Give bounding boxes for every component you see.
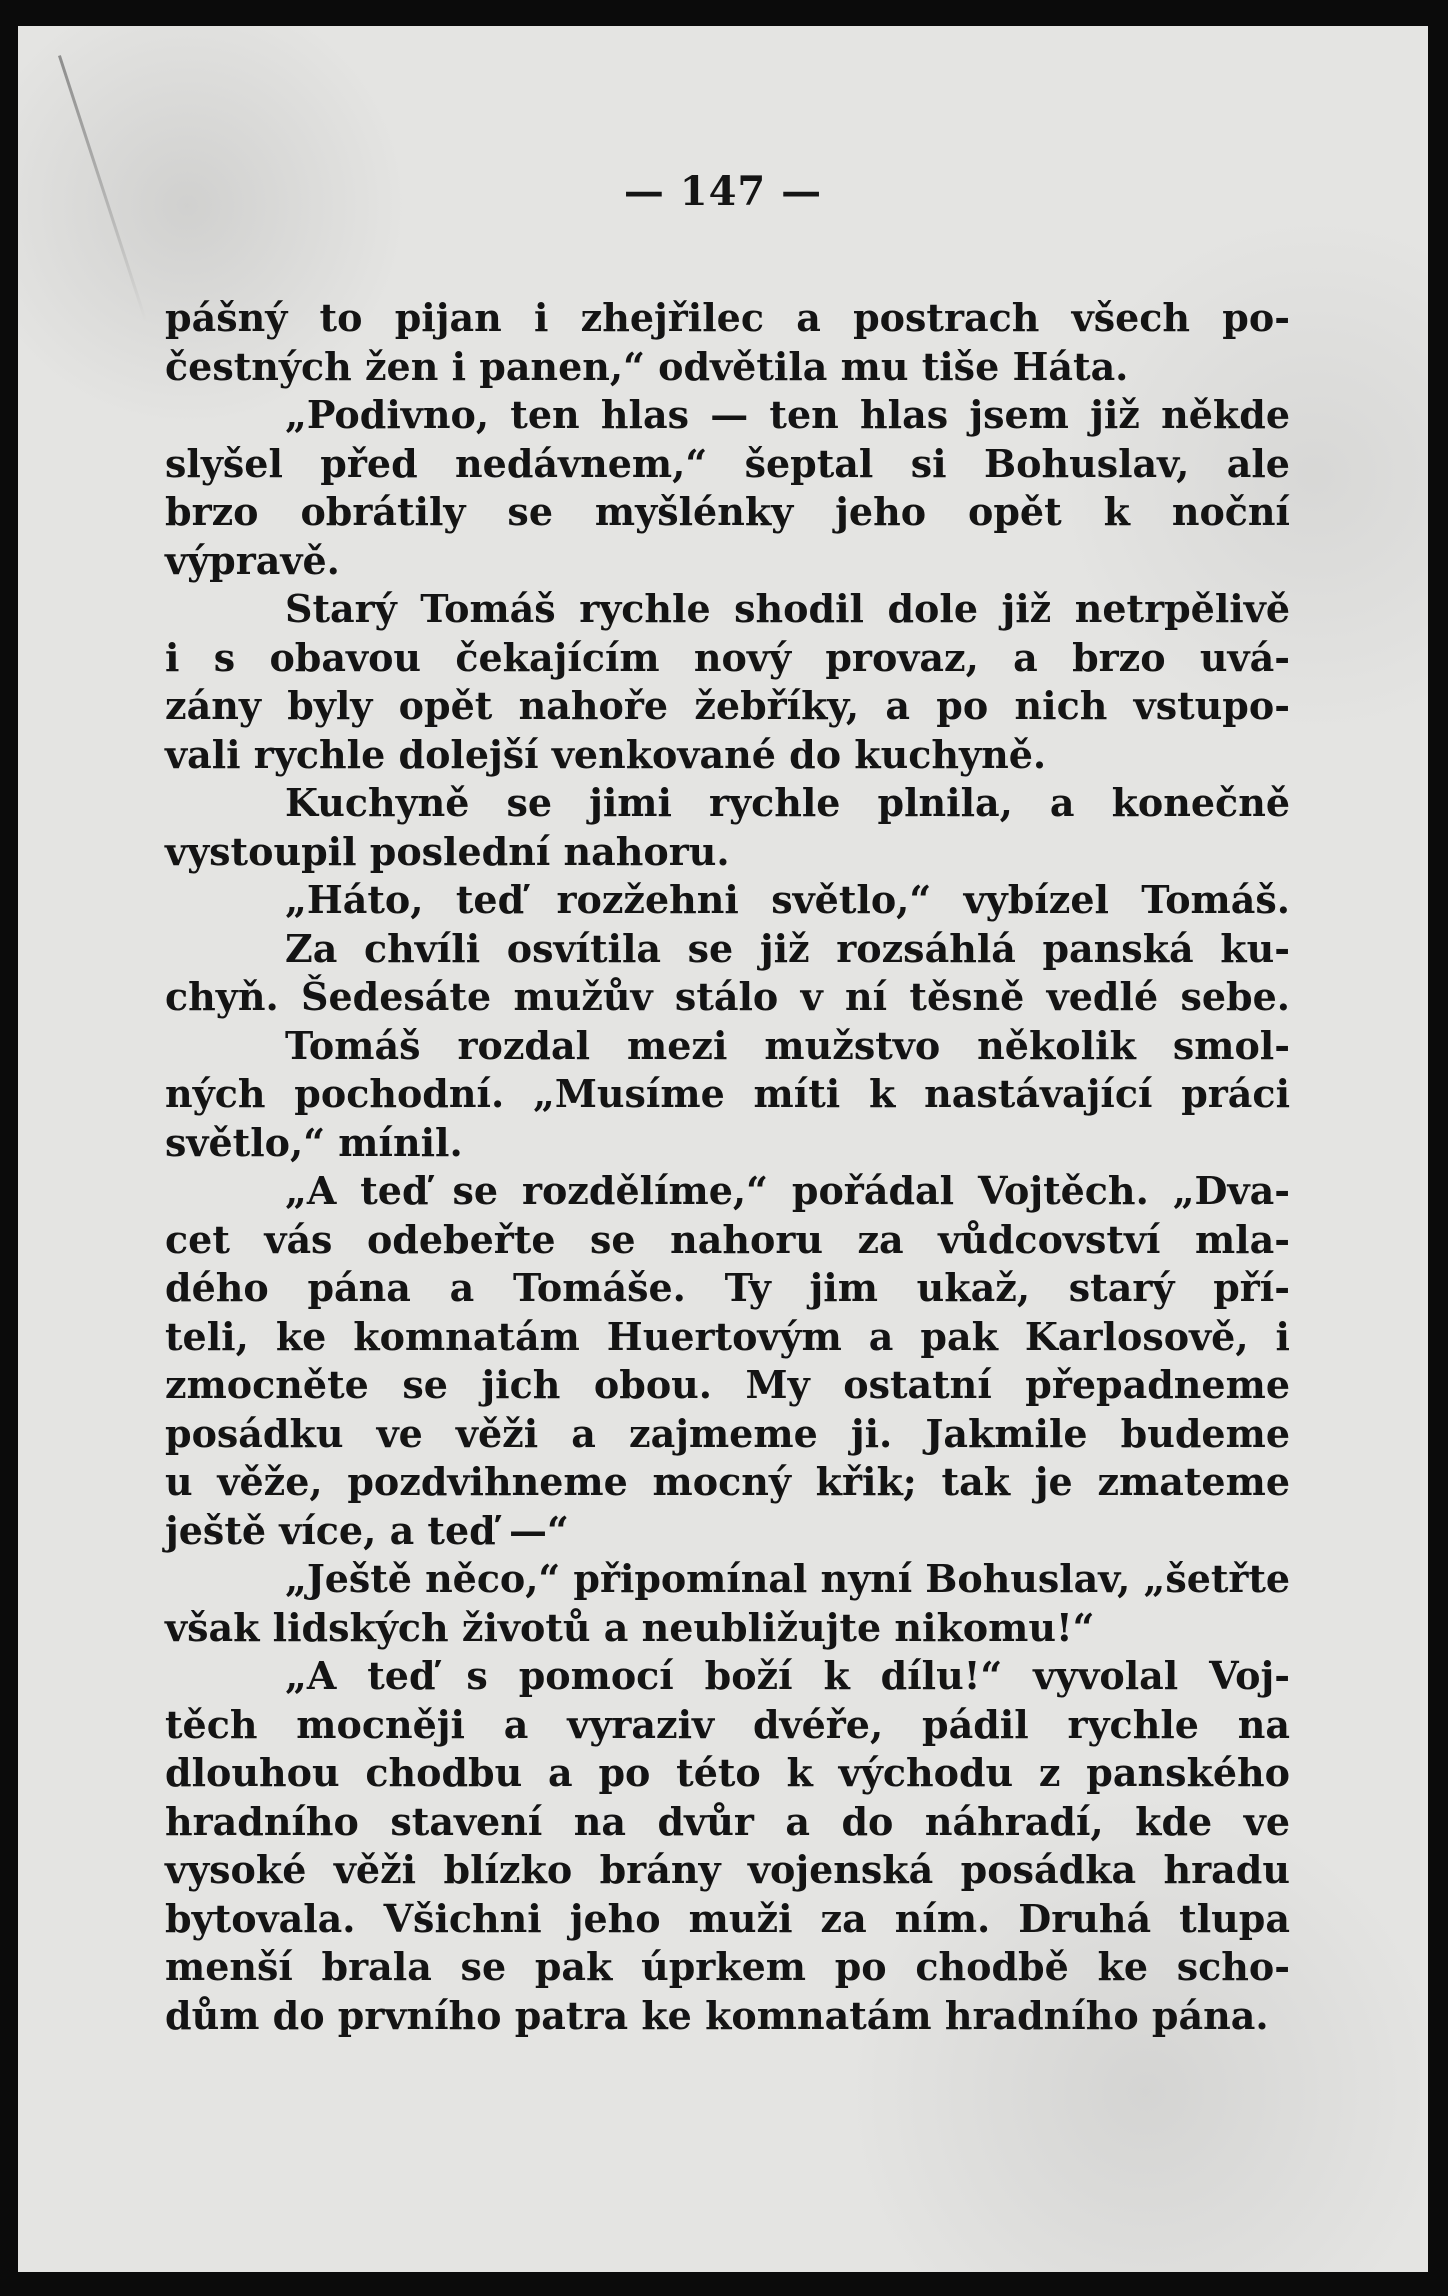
text-line: u věže, pozdvihneme mocný křik; tak je zmateme xyxy=(165,1459,1290,1504)
text-line: dlouhou chodbu a po této k východu z panského xyxy=(165,1750,1290,1795)
text-line: „Podivno, ten hlas — ten hlas jsem již někde xyxy=(285,392,1290,437)
text-line: „Háto, teď rozžehni světlo,“ vybízel Tomáš. xyxy=(285,877,1290,922)
text-line: Kuchyně se jimi rychle plnila, a konečně xyxy=(285,780,1290,825)
text-line: ještě více, a teď —“ xyxy=(165,1507,569,1553)
text-line: „A teď se rozdělíme,“ pořádal Vojtěch. „Dva- xyxy=(285,1168,1290,1213)
text-line: těch mocněji a vyraziv dvéře, pádil rychle na xyxy=(165,1701,1290,1747)
text-line: vysoké věži blízko brány vojenská posádka hradu xyxy=(165,1847,1290,1892)
text-line: „A teď s pomocí boží k dílu!“ vyvolal Voj- xyxy=(285,1653,1290,1698)
text-line: Za chvíli osvítila se již rozsáhlá panská ku- xyxy=(285,925,1290,971)
text-line: výpravě. xyxy=(165,537,340,583)
text-line: chyň. Šedesáte mužův stálo v ní těsně vedlé sebe. xyxy=(165,974,1290,1019)
text-line: zmocněte se jich obou. My ostatní přepadneme xyxy=(165,1362,1290,1407)
text-line: dého pána a Tomáše. Ty jim ukaž, starý pří- xyxy=(165,1265,1290,1310)
text-line: Starý Tomáš rychle shodil dole již netrpělivě xyxy=(285,586,1290,631)
text-line: bytovala. Všichni jeho muži za ním. Druhá tlupa xyxy=(165,1895,1290,1941)
text-line: brzo obrátily se myšlénky jeho opět k noční xyxy=(165,489,1290,534)
body-text xyxy=(165,294,1290,2040)
text-line: vali rychle dolejší venkované do kuchyně. xyxy=(165,731,1047,777)
text-line: posádku ve věži a zajmeme ji. Jakmile budeme xyxy=(165,1410,1290,1456)
text-line: slyšel před nedávnem,“ šeptal si Bohuslav, ale xyxy=(165,440,1290,486)
text-line: vystoupil poslední nahoru. xyxy=(165,828,730,874)
text-line: cet vás odebeřte se nahoru za vůdcovství mla- xyxy=(165,1216,1290,1262)
text-line: „Ještě něco,“ připomínal nyní Bohuslav, „šetřte xyxy=(285,1556,1290,1601)
page-number: — 147 — xyxy=(623,168,823,215)
text-line: menší brala se pak úprkem po chodbě ke scho- xyxy=(165,1944,1290,1989)
book-page xyxy=(18,26,1428,2272)
text-line: světlo,“ mínil. xyxy=(165,1119,463,1165)
text-line: hradního stavení na dvůr a do náhradí, kde ve xyxy=(165,1798,1290,1844)
text-line: i s obavou čekajícím nový provaz, a brzo uvá- xyxy=(165,634,1290,680)
text-line: čestných žen i panen,“ odvětila mu tiše Háta. xyxy=(165,343,1129,389)
text-line: pášný to pijan i zhejřilec a postrach všech po- xyxy=(165,295,1290,340)
text-line: však lidských životů a neubližujte nikomu!“ xyxy=(165,1604,1095,1650)
text-line: zány byly opět nahoře žebříky, a po nich vstupo- xyxy=(165,683,1290,728)
text-line: ných pochodní. „Musíme míti k nastávající práci xyxy=(165,1071,1290,1116)
text-line: dům do prvního patra ke komnatám hradního pána. xyxy=(165,1992,1269,2038)
text-line: teli, ke komnatám Huertovým a pak Karlosově, i xyxy=(165,1313,1290,1359)
text-line: Tomáš rozdal mezi mužstvo několik smol- xyxy=(285,1022,1290,1068)
